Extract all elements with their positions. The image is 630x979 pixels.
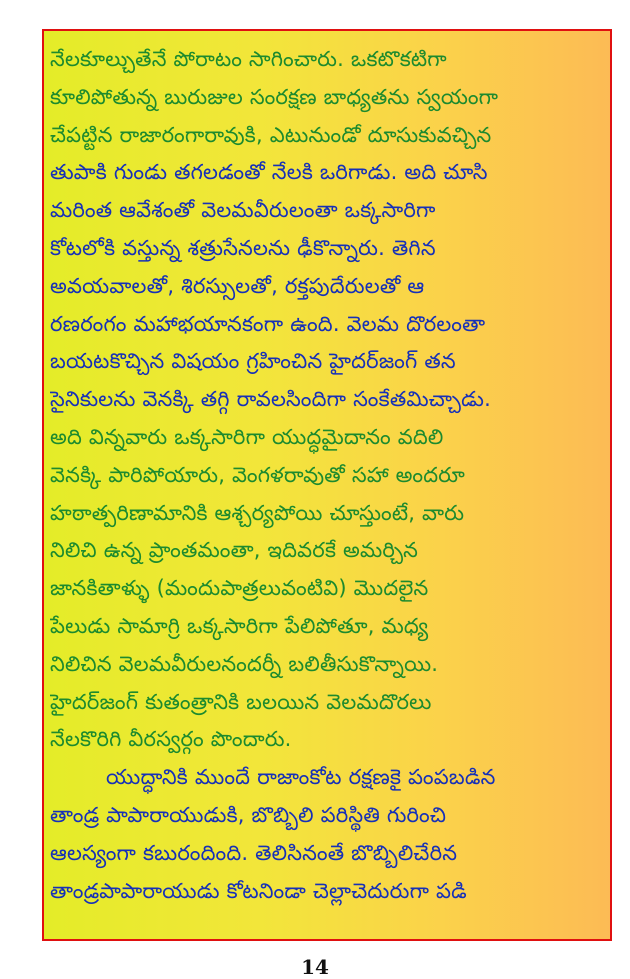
text-line: నిలిచిన వెలమవీరులనందర్నీ బలితీసుకొన్నాయి.: [50, 651, 439, 676]
body-text: [50, 41, 604, 910]
text-line: చేపట్టిన రాజారంగారావుకి, ఎటునుండో దూసుకువచ్చిన: [50, 122, 492, 147]
text-line: అవయవాలతో, శిరస్సులతో, రక్తపుదేరులతో ఆ: [50, 273, 425, 298]
paragraph-start-line: యుద్ధానికి ముందే రాజాంకోట రక్షణకై పంపబడిన: [106, 765, 496, 790]
text-line: హైదర్‌జంగ్ కుతంత్రానికి బలయిన వెలమదొరలు: [50, 689, 432, 714]
text-line: కూలిపోతున్న బురుజుల సంరక్షణ బాధ్యతను స్వయంగా: [50, 84, 499, 109]
text-line: సైనికులను వెనక్కి తగ్గి రావలసిందిగా సంకేతమిచ్చాడు.: [50, 387, 491, 412]
text-line: నిలిచి ఉన్న ప్రాంతమంతా, ఇదివరకే అమర్చిన: [50, 538, 419, 563]
text-line: పేలుడు సామాగ్రి ఒక్కసారిగా పేలిపోతూ, మధ్య: [50, 613, 429, 638]
text-line: బయటకొచ్చిన విషయం గ్రహించిన హైదర్‌జంగ్ తన: [50, 349, 456, 374]
text-line: వెనక్కి పారిపోయారు, వెంగళరావుతో సహా అందరూ: [50, 462, 465, 487]
text-line: అది విన్నవారు ఒక్కసారిగా యుద్ధమైదానం వదిలి: [50, 424, 444, 449]
text-panel: [42, 29, 612, 941]
text-line: కోటలోకి వస్తున్న శత్రుసేనలను ఢీకొన్నారు. తెగిన: [50, 235, 436, 260]
text-line: హఠాత్పరిణామానికి ఆశ్చర్యపోయి చూస్తుంటే, వారు: [50, 500, 465, 525]
page-number: 14: [301, 955, 329, 979]
text-line: తాండ్రపాపారాయుడు కోటనిండా చెల్లాచెదురుగా పడి: [50, 878, 467, 903]
text-line: మరింత ఆవేశంతో వెలమవీరులంతా ఒక్కసారిగా: [50, 198, 436, 223]
text-line: తుపాకి గుండు తగలడంతో నేలకి ఒరిగాడు. అది చూసి: [50, 160, 488, 185]
text-line: నేలకొరిగి వీరస్వర్గం పొందారు.: [50, 727, 292, 752]
text-line: తాండ్ర పాపారాయుడుకి, బొబ్బిలి పరిస్థితి గురించి: [50, 802, 447, 827]
text-line: జానకితాళ్ళు (మందుపాత్రలువంటివి) మొదలైన: [50, 576, 429, 601]
text-line: నేలకూల్చుతేనే పోరాటం సాగించారు. ఒకటొకటిగా: [50, 47, 447, 71]
text-line: రణరంగం మహాభయానకంగా ఉంది. వెలమ దొరలంతా: [50, 311, 486, 336]
text-line: ఆలస్యంగా కబురందింది. తెలిసినంతే బొబ్బిలిచేరిన: [50, 840, 458, 865]
